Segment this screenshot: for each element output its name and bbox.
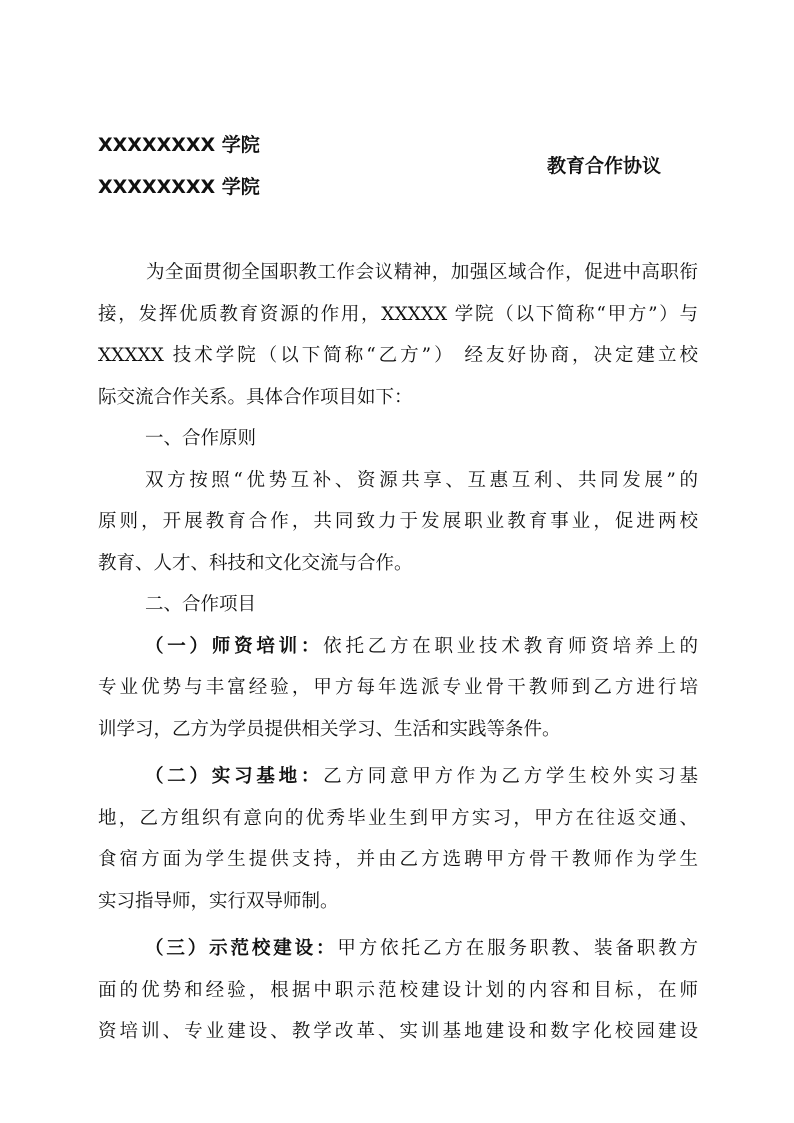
item-label: （二）实习基地：	[145, 766, 324, 787]
paragraph-line: 专业优势与丰富经验，甲方每年选派专业骨干教师到乙方进行培	[98, 677, 698, 698]
paragraph-line: 训学习，乙方为学员提供相关学习、生活和实践等条件。	[98, 718, 561, 740]
paragraph-line: 教育、人才、科技和文化交流与合作。	[98, 552, 413, 574]
paragraph-line: 为全面贯彻全国职教工作会议精神，加强区域合作，促进中高职衔	[146, 262, 698, 283]
paragraph-line	[98, 928, 698, 970]
intro-paragraph	[98, 252, 698, 418]
item-paragraph	[98, 928, 698, 1053]
item-paragraph	[98, 756, 698, 922]
paragraph-line: 接，发挥优质教育资源的作用，XXXXX 学院（以下简称“甲方”）与	[98, 303, 698, 325]
paragraph-line: 双方按照“优势互补、资源共享、互惠互利、共同发展”的	[145, 469, 698, 491]
document-title: 教育合作协议	[547, 155, 662, 177]
item-label: （一）师资培训：	[145, 635, 324, 657]
paragraph-line: XXXXX 技术学院（以下简称“乙方”） 经友好协商，决定建立校	[98, 345, 698, 366]
item-text: 依托乙方在职业技术教育师资培养上的	[323, 635, 698, 657]
item-text: 乙方同意甲方作为乙方学生校外实习基	[323, 766, 698, 787]
document-body	[98, 252, 698, 1053]
paragraph-line	[98, 626, 698, 668]
paragraph-line	[98, 756, 698, 798]
paragraph-line: 面的优势和经验，根据中职示范校建设计划的内容和目标，在师	[98, 979, 698, 1001]
party-b-name: XXXXXXXX 学院	[98, 176, 260, 198]
paragraph-line: 资培训、专业建设、教学改革、实训基地建设和数字化校园建设	[98, 1021, 698, 1042]
paragraph-line: 食宿方面为学生提供支持，并由乙方选聘甲方骨干教师作为学生	[98, 849, 698, 870]
item-text: 甲方依托乙方在服务职教、装备职教方	[337, 938, 698, 959]
party-a-name: XXXXXXXX 学院	[98, 134, 260, 156]
section-heading: 一、合作原则	[145, 428, 257, 449]
item-paragraph	[98, 626, 698, 751]
section-paragraph	[98, 460, 698, 585]
paragraph-line: 原则，开展教育合作，共同致力于发展职业教育事业，促进两校	[98, 511, 698, 532]
paragraph-line: 实习指导师，实行双导师制。	[98, 890, 339, 912]
paragraph-line: 地，乙方组织有意向的优秀毕业生到甲方实习，甲方在往返交通、	[98, 807, 698, 829]
item-label: （三）示范校建设：	[145, 938, 338, 959]
paragraph-line: 际交流合作关系。具体合作项目如下：	[98, 386, 413, 408]
section-heading: 二、合作项目	[145, 594, 257, 615]
